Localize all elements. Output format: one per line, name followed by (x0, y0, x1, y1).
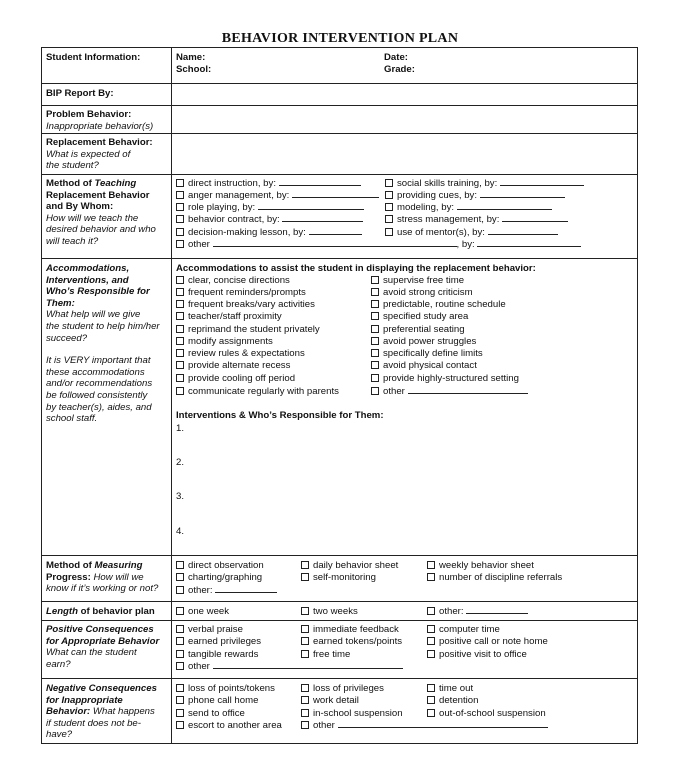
checkbox-item[interactable] (176, 336, 273, 348)
checkbox-item[interactable] (371, 386, 528, 398)
checkbox[interactable] (371, 374, 379, 382)
checkbox-item[interactable] (371, 299, 506, 311)
length-lb: of behavior plan (77, 606, 155, 617)
checkbox-item[interactable] (371, 324, 465, 336)
replacement-behavior-cell (46, 137, 170, 172)
checkbox-item[interactable] (176, 348, 305, 360)
checkbox[interactable] (371, 312, 379, 320)
method-teaching-l1b: Teaching (94, 178, 137, 189)
method-teaching-l5: desired behavior and who (46, 224, 156, 236)
checkbox[interactable] (176, 179, 184, 187)
checkbox-item[interactable] (427, 649, 527, 661)
checkbox-label: supervise free time (383, 275, 465, 286)
positive-l2: for Appropriate Behavior (46, 635, 160, 647)
checkbox-label: time out (439, 683, 474, 694)
checkbox-item[interactable] (385, 190, 565, 202)
negative-cell (46, 683, 170, 741)
checkbox-label: clear, concise directions (188, 275, 290, 286)
fill-line[interactable] (480, 190, 565, 198)
checkbox[interactable] (301, 607, 309, 615)
checkbox[interactable] (176, 191, 184, 199)
checkbox[interactable] (176, 288, 184, 296)
checkbox[interactable] (427, 573, 435, 581)
checkbox-item[interactable] (176, 324, 320, 336)
checkbox-label: out-of-school suspension (439, 708, 546, 719)
checkbox[interactable] (385, 215, 393, 223)
checkbox[interactable] (301, 696, 309, 704)
checkbox-label: positive visit to office (439, 649, 527, 660)
checkbox-label: provide cooling off period (188, 373, 296, 384)
accommodations-cell (46, 263, 170, 425)
by-label: , by: (456, 239, 475, 250)
acc-q1: What help will we give (46, 309, 141, 321)
checkbox-item[interactable] (301, 606, 358, 618)
checkbox-label: other (383, 386, 405, 397)
checkbox[interactable] (176, 637, 184, 645)
row-divider (41, 678, 638, 679)
checkbox-label: providing cues, by: (397, 190, 477, 201)
problem-behavior-cell (46, 109, 170, 132)
checkbox[interactable] (301, 637, 309, 645)
checkbox-item[interactable] (176, 239, 581, 251)
checkbox-item[interactable] (371, 348, 483, 360)
measuring-l1a: Method of (46, 560, 95, 571)
checkbox[interactable] (385, 228, 393, 236)
checkbox[interactable] (176, 240, 184, 248)
checkbox-label: detention (439, 695, 479, 706)
acc-q2: the student to help him/her (46, 320, 160, 332)
checkbox-item[interactable] (301, 560, 398, 572)
row-divider (41, 601, 638, 602)
checkbox-label: earned tokens/points (313, 636, 403, 647)
checkbox-item[interactable] (176, 275, 290, 287)
checkbox-item[interactable] (301, 649, 350, 661)
fill-line[interactable] (502, 214, 568, 222)
fill-line[interactable] (258, 202, 364, 210)
checkbox-item[interactable] (176, 202, 364, 214)
length-la: Length (46, 606, 78, 617)
checkbox-item[interactable] (427, 606, 528, 618)
checkbox-label: other (188, 239, 210, 250)
acc-n3: and/or recommendations (46, 378, 153, 390)
checkbox[interactable] (427, 637, 435, 645)
intervention-number: 4. (176, 526, 185, 537)
positive-cell (46, 624, 170, 670)
checkbox[interactable] (176, 696, 184, 704)
fill-line[interactable] (282, 214, 363, 222)
checkbox-item[interactable] (176, 649, 258, 661)
checkbox[interactable] (176, 349, 184, 357)
checkbox[interactable] (176, 625, 184, 633)
checkbox-label: predictable, routine schedule (383, 299, 506, 310)
method-teaching-l2: Replacement Behavior (46, 189, 150, 201)
grade-label: Grade: (384, 64, 415, 75)
checkbox-item[interactable] (176, 624, 243, 636)
checkbox-label: avoid strong criticism (383, 287, 473, 298)
checkbox-label: provide alternate recess (188, 360, 291, 371)
checkbox[interactable] (176, 374, 184, 382)
checkbox[interactable] (371, 349, 379, 357)
acc-l2: Interventions, and (46, 274, 129, 286)
checkbox-label: modeling, by: (397, 202, 455, 213)
checkbox[interactable] (371, 361, 379, 369)
checkbox-label: earned privileges (188, 636, 262, 647)
measuring-l3: know if it’s working or not? (46, 583, 159, 595)
checkbox[interactable] (301, 625, 309, 633)
checkbox[interactable] (385, 203, 393, 211)
checkbox-label: teacher/staff proximity (188, 311, 282, 322)
checkbox[interactable] (176, 337, 184, 345)
checkbox-item[interactable] (427, 636, 548, 648)
measuring-l2a: Progress: (46, 571, 94, 583)
checkbox-item[interactable] (301, 636, 402, 648)
checkbox[interactable] (176, 586, 184, 594)
checkbox-label: computer time (439, 624, 500, 635)
checkbox-label: loss of privileges (313, 683, 384, 694)
measuring-l1b: Measuring (94, 560, 143, 571)
method-teaching-l3: and By Whom: (46, 201, 114, 213)
checkbox-item[interactable] (176, 606, 229, 618)
checkbox-item[interactable] (301, 695, 359, 707)
checkbox-label: stress management, by: (397, 214, 500, 225)
checkbox-label: loss of points/tokens (188, 683, 275, 694)
checkbox[interactable] (176, 573, 184, 581)
checkbox-item[interactable] (176, 311, 282, 323)
acc-n6: school staff. (46, 413, 98, 425)
checkbox-label: verbal praise (188, 624, 243, 635)
checkbox[interactable] (176, 228, 184, 236)
checkbox-label: free time (313, 649, 351, 660)
checkbox[interactable] (176, 662, 184, 670)
row-divider (41, 133, 638, 134)
checkbox-label: specifically define limits (383, 348, 483, 359)
checkbox[interactable] (301, 721, 309, 729)
checkbox[interactable] (427, 561, 435, 569)
checkbox[interactable] (176, 325, 184, 333)
replacement-behavior-sub2: the student? (46, 160, 99, 172)
checkbox-item[interactable] (176, 386, 339, 398)
checkbox-label: specified study area (383, 311, 469, 322)
acc-n5: by teacher(s), aides, and (46, 401, 152, 413)
checkbox-item[interactable] (301, 572, 376, 584)
checkbox[interactable] (176, 276, 184, 284)
checkbox[interactable] (301, 709, 309, 717)
acc-l4: Them: (46, 297, 75, 309)
checkbox-label: phone call home (188, 695, 259, 706)
checkbox-label: review rules & expectations (188, 348, 305, 359)
checkbox-item[interactable] (371, 336, 476, 348)
method-teaching-l4: How will we teach the (46, 212, 139, 224)
positive-l4: earn? (46, 658, 71, 670)
checkbox[interactable] (371, 325, 379, 333)
acc-n2: these accommodations (46, 366, 145, 378)
acc-q3: succeed? (46, 332, 88, 344)
checkbox-item[interactable] (371, 373, 519, 385)
checkbox-label: modify assignments (188, 336, 273, 347)
bip-report-by-label: BIP Report By: (46, 88, 114, 99)
row-divider (41, 258, 638, 259)
name-label: Name: (176, 52, 206, 63)
checkbox-label: other (188, 661, 210, 672)
row-divider (41, 83, 638, 84)
intervention-number: 3. (176, 491, 185, 502)
checkbox[interactable] (301, 650, 309, 658)
checkbox-item[interactable] (176, 572, 262, 584)
negative-l1: Negative Consequences (46, 683, 157, 694)
fill-line[interactable] (215, 585, 277, 593)
date-label: Date: (384, 52, 408, 63)
checkbox-label: direct instruction, by: (188, 178, 276, 189)
checkbox-item[interactable] (176, 683, 275, 695)
checkbox-item[interactable] (371, 275, 464, 287)
checkbox-label: charting/graphing (188, 572, 263, 583)
positive-l3: What can the student (46, 647, 137, 659)
checkbox[interactable] (176, 361, 184, 369)
intervention-number: 1. (176, 423, 185, 434)
checkbox-item[interactable] (176, 178, 361, 190)
checkbox-label: weekly behavior sheet (439, 560, 534, 571)
checkbox-label: other (313, 720, 335, 731)
checkbox-label: immediate feedback (313, 624, 399, 635)
checkbox-label: tangible rewards (188, 649, 259, 660)
checkbox[interactable] (176, 650, 184, 658)
method-teaching-cell (46, 178, 170, 248)
method-teaching-l1a: Method of (46, 178, 95, 189)
checkbox-label: two weeks (313, 606, 358, 617)
checkbox-label: positive call or note home (439, 636, 548, 647)
checkbox-item[interactable] (301, 624, 399, 636)
checkbox-label: other: (188, 585, 213, 596)
checkbox-item[interactable] (371, 287, 473, 299)
checkbox-item[interactable] (176, 636, 261, 648)
checkbox-item[interactable] (301, 720, 548, 732)
checkbox[interactable] (371, 387, 379, 395)
interventions-heading: Interventions & Who’s Responsible for Them: (176, 410, 384, 421)
fill-line[interactable] (408, 386, 528, 394)
checkbox[interactable] (427, 607, 435, 615)
fill-line[interactable] (457, 202, 552, 210)
intervention-number: 2. (176, 457, 185, 468)
checkbox-label: escort to another area (188, 720, 282, 731)
checkbox-label: frequent breaks/vary activities (188, 299, 315, 310)
fill-line[interactable] (292, 190, 379, 198)
column-divider (171, 47, 172, 744)
checkbox[interactable] (301, 573, 309, 581)
positive-l1: Positive Consequences (46, 624, 154, 635)
checkbox-item[interactable] (176, 214, 363, 226)
checkbox[interactable] (176, 312, 184, 320)
fill-line[interactable] (500, 178, 584, 186)
checkbox[interactable] (176, 561, 184, 569)
checkbox-label: direct observation (188, 560, 264, 571)
checkbox[interactable] (371, 300, 379, 308)
checkbox-item[interactable] (427, 683, 473, 695)
checkbox-label: in-school suspension (313, 708, 403, 719)
checkbox-item[interactable] (176, 695, 258, 707)
row-divider (41, 555, 638, 556)
row-divider (41, 620, 638, 621)
checkbox-item[interactable] (385, 227, 558, 239)
checkbox-label: communicate regularly with parents (188, 386, 339, 397)
checkbox-item[interactable] (176, 708, 245, 720)
checkbox-item[interactable] (385, 202, 552, 214)
checkbox-item[interactable] (176, 287, 306, 299)
checkbox[interactable] (176, 607, 184, 615)
checkbox-label: role playing, by: (188, 202, 256, 213)
checkbox-label: provide highly-structured setting (383, 373, 519, 384)
checkbox-item[interactable] (371, 360, 477, 372)
checkbox-item[interactable] (176, 299, 315, 311)
checkbox[interactable] (176, 300, 184, 308)
negative-l3b: What happens (92, 706, 155, 718)
checkbox[interactable] (371, 337, 379, 345)
checkbox[interactable] (385, 191, 393, 199)
measuring-l2b: How will we (93, 571, 144, 583)
checkbox[interactable] (427, 709, 435, 717)
checkbox-label: send to office (188, 708, 245, 719)
checkbox-label: frequent reminders/prompts (188, 287, 306, 298)
document-title: BEHAVIOR INTERVENTION PLAN (221, 31, 459, 46)
checkbox-label: daily behavior sheet (313, 560, 399, 571)
negative-l2: for Inappropriate (46, 694, 123, 706)
checkbox-item[interactable] (427, 560, 534, 572)
checkbox-label: avoid physical contact (383, 360, 477, 371)
row-divider (41, 105, 638, 106)
fill-line[interactable] (309, 227, 362, 235)
checkbox[interactable] (427, 696, 435, 704)
checkbox[interactable] (176, 387, 184, 395)
acc-l3: Who’s Responsible for (46, 286, 150, 298)
checkbox[interactable] (371, 276, 379, 284)
checkbox[interactable] (301, 684, 309, 692)
checkbox-label: preferential seating (383, 324, 465, 335)
checkbox-label: anger management, by: (188, 190, 290, 201)
checkbox-item[interactable] (176, 560, 264, 572)
problem-behavior-label: Problem Behavior: (46, 109, 132, 120)
checkbox-item[interactable] (301, 683, 384, 695)
student-info-label: Student Information: (46, 52, 141, 63)
negative-l3a: Behavior: (46, 706, 93, 718)
checkbox-item[interactable] (427, 695, 478, 707)
checkbox-item[interactable] (176, 661, 403, 673)
checkbox-label: work detail (313, 695, 359, 706)
checkbox-label: behavior contract, by: (188, 214, 280, 225)
checkbox-item[interactable] (176, 373, 295, 385)
checkbox-item[interactable] (385, 214, 568, 226)
checkbox[interactable] (301, 561, 309, 569)
checkbox-item[interactable] (176, 720, 282, 732)
fill-line[interactable] (279, 178, 361, 186)
checkbox-item[interactable] (427, 708, 546, 720)
measuring-cell (46, 560, 170, 595)
checkbox-item[interactable] (427, 624, 500, 636)
acc-n1: It is VERY important that (46, 355, 151, 367)
checkbox-item[interactable] (427, 572, 562, 584)
checkbox[interactable] (427, 625, 435, 633)
checkbox-label: one week (188, 606, 230, 617)
row-divider (41, 174, 638, 175)
replacement-behavior-sub1: What is expected of (46, 148, 131, 160)
checkbox-item[interactable] (301, 708, 403, 720)
fill-line[interactable] (338, 720, 548, 728)
checkbox-label: other: (439, 606, 464, 617)
checkbox-label: number of discipline referrals (439, 572, 563, 583)
checkbox[interactable] (176, 215, 184, 223)
checkbox[interactable] (176, 721, 184, 729)
checkbox-label: decision-making lesson, by: (188, 227, 306, 238)
checkbox-label: use of mentor(s), by: (397, 227, 485, 238)
checkbox[interactable] (427, 650, 435, 658)
checkbox-item[interactable] (176, 190, 379, 202)
checkbox[interactable] (176, 709, 184, 717)
problem-behavior-sub: Inappropriate behavior(s) (46, 120, 154, 132)
negative-l5: have? (46, 729, 73, 741)
accommodations-heading: Accommodations to assist the student in displaying the replacement behavior: (176, 263, 536, 274)
checkbox[interactable] (176, 684, 184, 692)
checkbox[interactable] (371, 288, 379, 296)
fill-line[interactable] (466, 606, 528, 614)
length-label (46, 606, 155, 618)
acc-l1: Accommodations, (46, 263, 130, 274)
fill-line[interactable] (213, 661, 403, 669)
checkbox[interactable] (385, 179, 393, 187)
replacement-behavior-label: Replacement Behavior: (46, 137, 153, 148)
checkbox[interactable] (427, 684, 435, 692)
checkbox-item[interactable] (371, 311, 468, 323)
school-label: School: (176, 64, 212, 75)
checkbox-label: avoid power struggles (383, 336, 477, 347)
checkbox-item[interactable] (176, 227, 362, 239)
checkbox-label: social skills training, by: (397, 178, 498, 189)
checkbox-item[interactable] (176, 585, 277, 597)
fill-line[interactable] (477, 239, 581, 247)
negative-l4: if student does not be- (46, 717, 141, 729)
checkbox-label: self-monitoring (313, 572, 376, 583)
checkbox[interactable] (176, 203, 184, 211)
checkbox-item[interactable] (385, 178, 584, 190)
acc-n4: be followed consistently (46, 389, 148, 401)
fill-line[interactable] (213, 239, 457, 247)
checkbox-item[interactable] (176, 360, 290, 372)
method-teaching-l6: will teach it? (46, 235, 99, 247)
fill-line[interactable] (488, 227, 558, 235)
checkbox-label: reprimand the student privately (188, 324, 320, 335)
